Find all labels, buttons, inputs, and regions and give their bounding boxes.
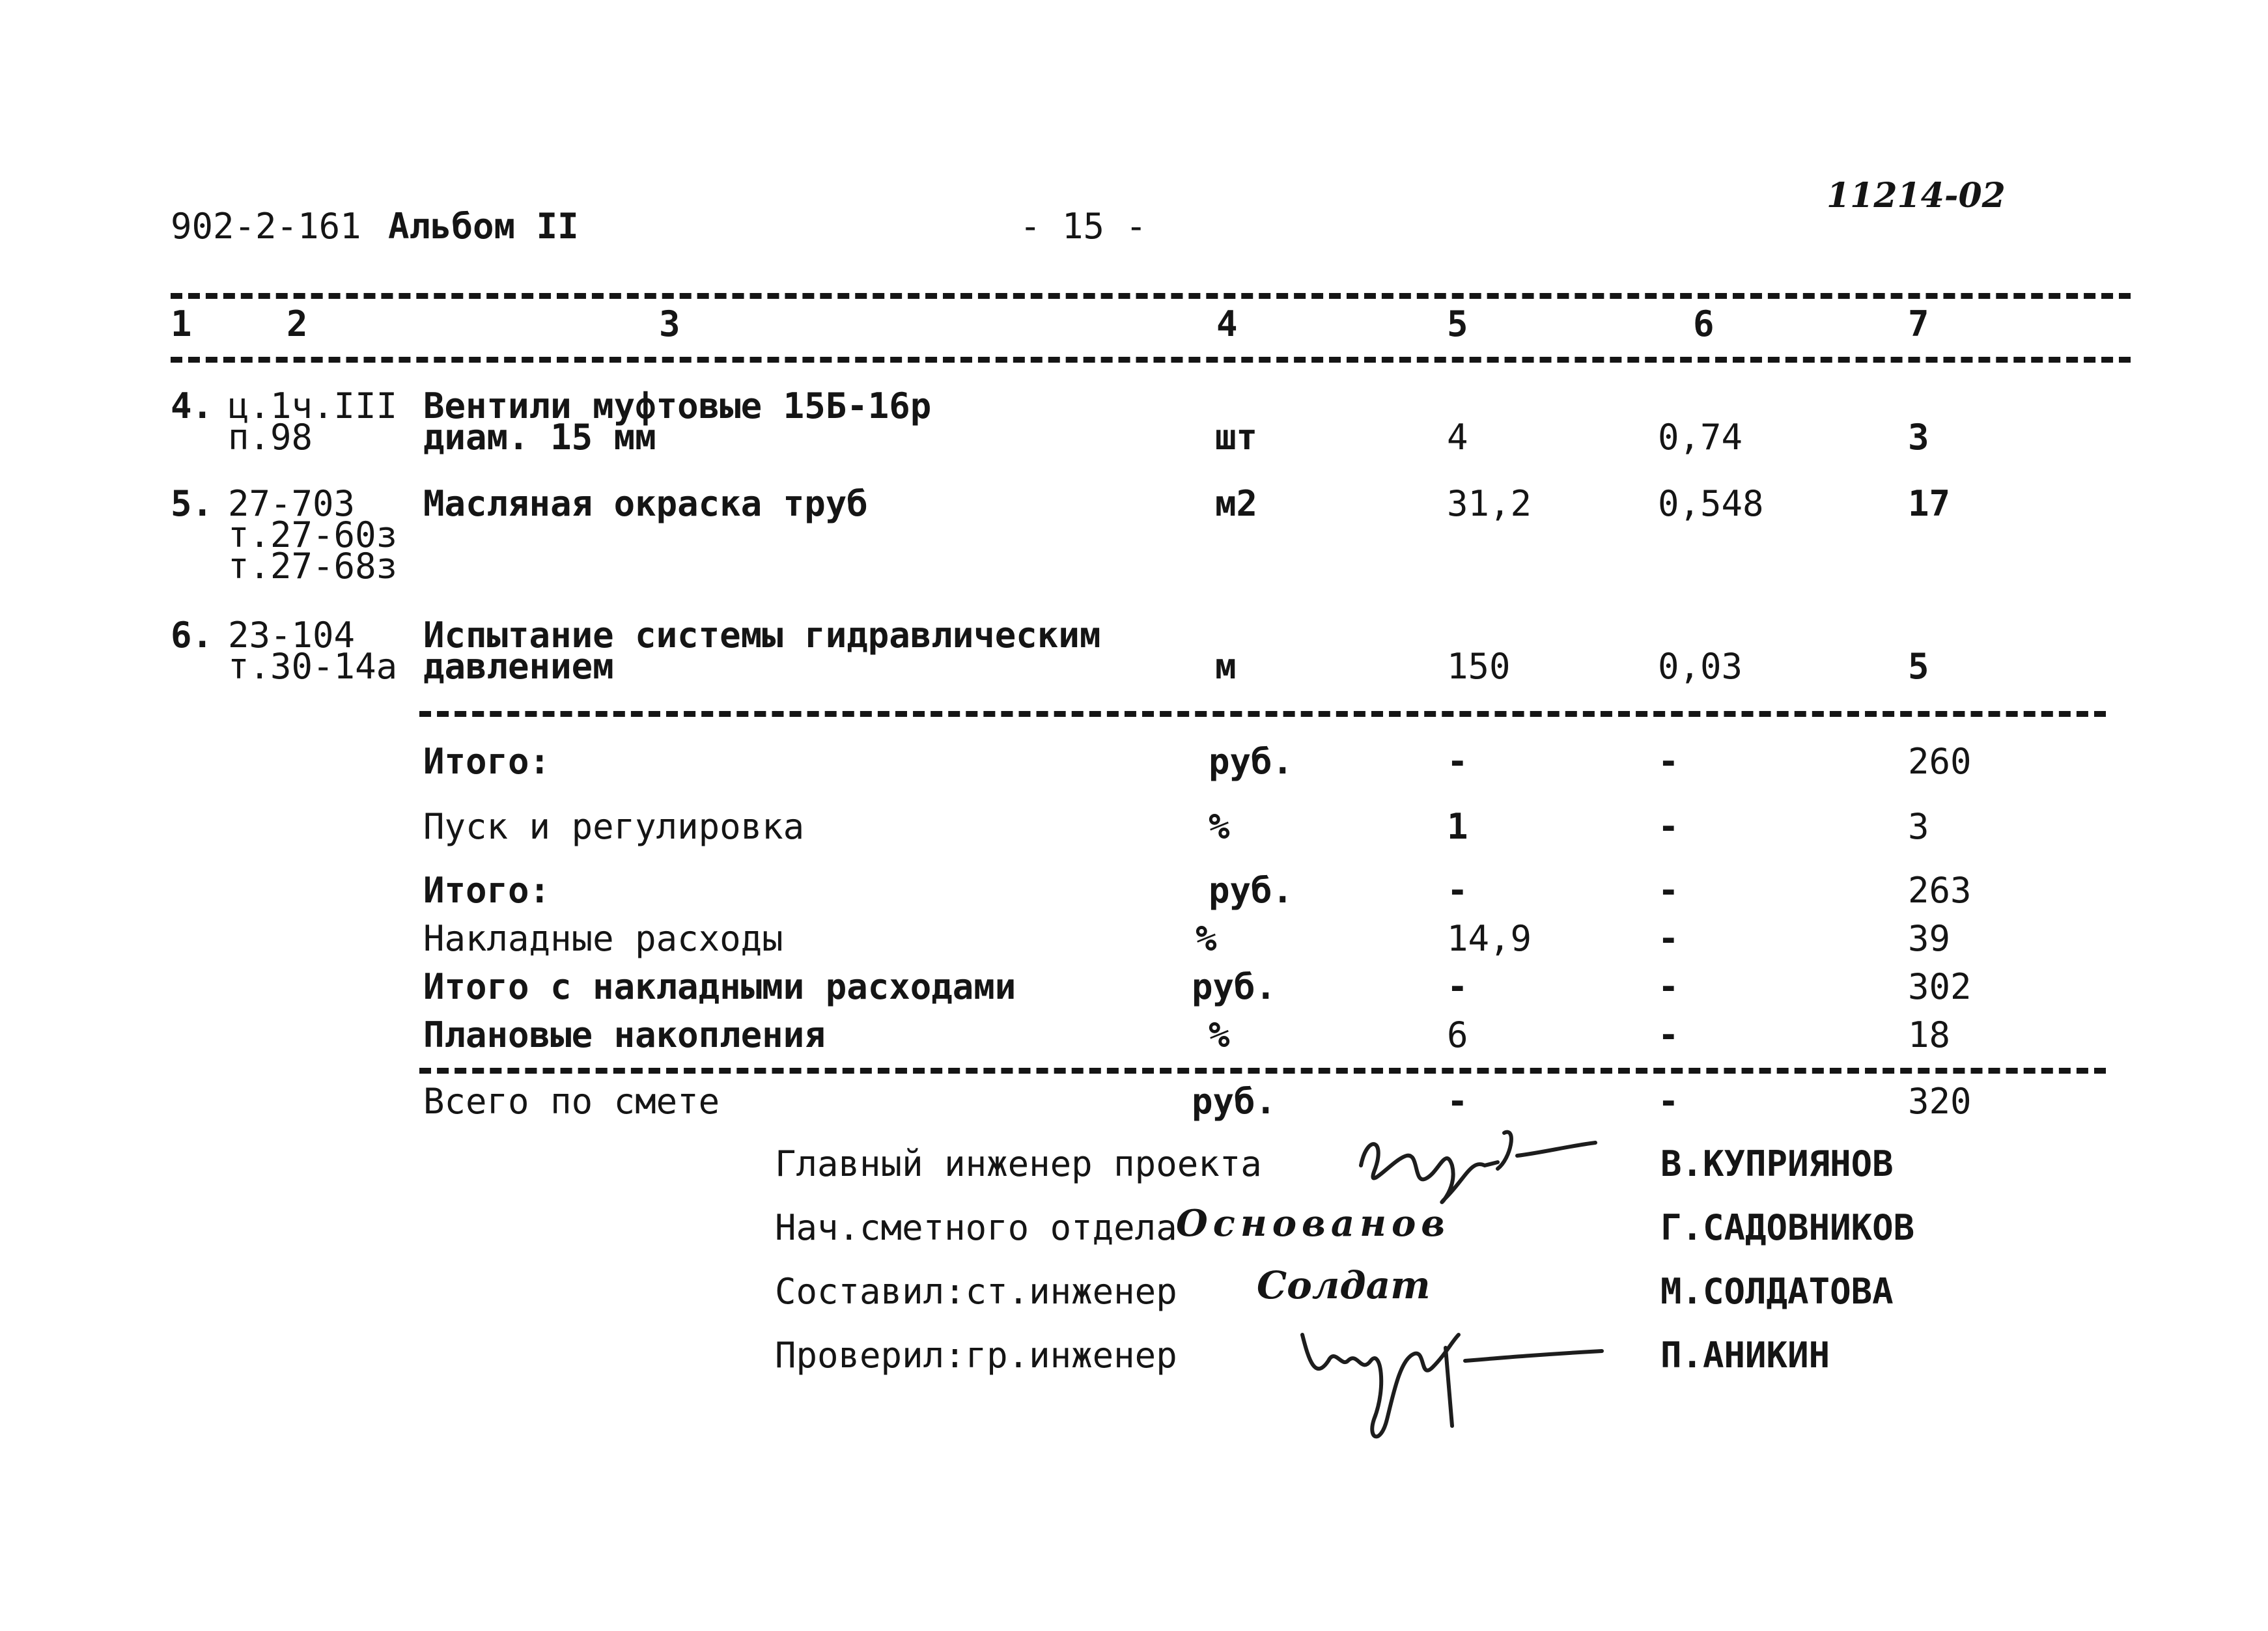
summary-unit: % bbox=[1209, 806, 1230, 847]
row-unit: шт bbox=[1215, 417, 1258, 458]
summary-price: - bbox=[1658, 918, 1679, 959]
handwritten-signature: Солдат bbox=[1257, 1263, 1431, 1307]
col-num-6: 6 bbox=[1693, 303, 1715, 344]
summary-total: 260 bbox=[1908, 741, 1972, 782]
signatory-name: В.КУПРИЯНОВ bbox=[1660, 1143, 1894, 1184]
row-total: 5 bbox=[1908, 646, 1929, 687]
col-num-2: 2 bbox=[287, 303, 308, 344]
summary-label: Итого с накладными расходами bbox=[423, 966, 1016, 1007]
summary-label: Накладные расходы bbox=[423, 918, 783, 959]
row-quantity: 31,2 bbox=[1447, 483, 1532, 524]
row-quantity: 150 bbox=[1447, 646, 1511, 687]
summary-unit: % bbox=[1209, 1014, 1230, 1055]
signature-role: Составил:ст.инженер bbox=[775, 1271, 1177, 1312]
row-code: ц.1ч.III bbox=[228, 385, 398, 426]
handwritten-stamp: 11214-02 bbox=[1827, 176, 2006, 216]
col-num-5: 5 bbox=[1447, 303, 1468, 344]
summary-unit: % bbox=[1196, 918, 1217, 959]
row-code: т.27-68з bbox=[228, 546, 398, 587]
summary-label: Пуск и регулировка bbox=[423, 806, 805, 847]
signature-role: Нач.сметного отдела bbox=[775, 1207, 1177, 1248]
summary-bottom-rule bbox=[419, 1068, 2106, 1074]
summary-price: - bbox=[1658, 1014, 1679, 1055]
handwritten-signature bbox=[1296, 1322, 1608, 1452]
signatory-name: М.СОЛДАТОВА bbox=[1660, 1271, 1894, 1312]
items-bottom-rule bbox=[419, 711, 2106, 717]
handwritten-signature: Основанов bbox=[1176, 1202, 1451, 1245]
row-unit: м bbox=[1215, 646, 1237, 687]
summary-total: 39 bbox=[1908, 918, 1951, 959]
summary-price: - bbox=[1658, 806, 1679, 847]
signatory-name: П.АНИКИН bbox=[1660, 1335, 1830, 1376]
signatory-name: Г.САДОВНИКОВ bbox=[1660, 1207, 1915, 1248]
row-code: 23-104 bbox=[228, 615, 356, 656]
grand-total-quantity: - bbox=[1447, 1081, 1468, 1122]
summary-price: - bbox=[1658, 966, 1679, 1007]
album-label: Альбом II bbox=[388, 206, 579, 247]
col-num-7: 7 bbox=[1908, 303, 1929, 344]
summary-price: - bbox=[1658, 741, 1679, 782]
signature-role: Проверил:гр.инженер bbox=[775, 1335, 1177, 1376]
row-number: 5. bbox=[171, 483, 214, 524]
summary-quantity: - bbox=[1447, 870, 1468, 911]
col-num-4: 4 bbox=[1216, 303, 1238, 344]
row-unit: м2 bbox=[1215, 483, 1258, 524]
row-code: т.27-60з bbox=[228, 514, 398, 555]
summary-total: 3 bbox=[1908, 806, 1929, 847]
row-total: 17 bbox=[1908, 483, 1951, 524]
summary-label: Плановые накопления bbox=[423, 1014, 826, 1055]
row-description: Масляная окраска труб bbox=[423, 483, 868, 524]
header-bottom-rule bbox=[171, 357, 2131, 363]
summary-quantity: - bbox=[1447, 966, 1468, 1007]
col-num-1: 1 bbox=[171, 303, 192, 344]
summary-unit: руб. bbox=[1209, 741, 1294, 782]
summary-price: - bbox=[1658, 870, 1679, 911]
row-quantity: 4 bbox=[1447, 417, 1468, 458]
col-num-3: 3 bbox=[659, 303, 680, 344]
row-code: п.98 bbox=[228, 417, 313, 458]
summary-label: Итого: bbox=[423, 870, 551, 911]
row-number: 4. bbox=[171, 385, 214, 426]
summary-unit: руб. bbox=[1209, 870, 1294, 911]
summary-quantity: 6 bbox=[1447, 1014, 1468, 1055]
grand-total-price: - bbox=[1658, 1081, 1679, 1122]
grand-total-value: 320 bbox=[1908, 1081, 1972, 1122]
summary-unit: руб. bbox=[1192, 966, 1277, 1007]
summary-total: 18 bbox=[1908, 1014, 1951, 1055]
signature-role: Главный инженер проекта bbox=[775, 1143, 1262, 1184]
row-description: Вентили муфтовые 15Б-16р bbox=[423, 385, 932, 426]
summary-label: Итого: bbox=[423, 741, 551, 782]
row-total: 3 bbox=[1908, 417, 1929, 458]
page-number: - 15 - bbox=[1020, 206, 1147, 247]
summary-total: 263 bbox=[1908, 870, 1972, 911]
summary-quantity: 14,9 bbox=[1447, 918, 1532, 959]
grand-total-unit: руб. bbox=[1192, 1081, 1277, 1122]
row-unit-price: 0,03 bbox=[1658, 646, 1743, 687]
document-code: 902-2-161 bbox=[171, 206, 361, 247]
row-code: 27-703 bbox=[228, 483, 356, 524]
table-top-rule bbox=[171, 293, 2131, 299]
grand-total-label: Всего по смете bbox=[423, 1081, 720, 1122]
row-code: т.30-14а bbox=[228, 646, 398, 687]
row-description: Испытание системы гидравлическим bbox=[423, 615, 1101, 656]
row-description: диам. 15 мм bbox=[423, 417, 656, 458]
summary-quantity: - bbox=[1447, 741, 1468, 782]
row-unit-price: 0,548 bbox=[1658, 483, 1764, 524]
summary-quantity: 1 bbox=[1447, 806, 1468, 847]
row-unit-price: 0,74 bbox=[1658, 417, 1743, 458]
summary-total: 302 bbox=[1908, 966, 1972, 1007]
row-description: давлением bbox=[423, 646, 614, 687]
row-number: 6. bbox=[171, 615, 214, 656]
